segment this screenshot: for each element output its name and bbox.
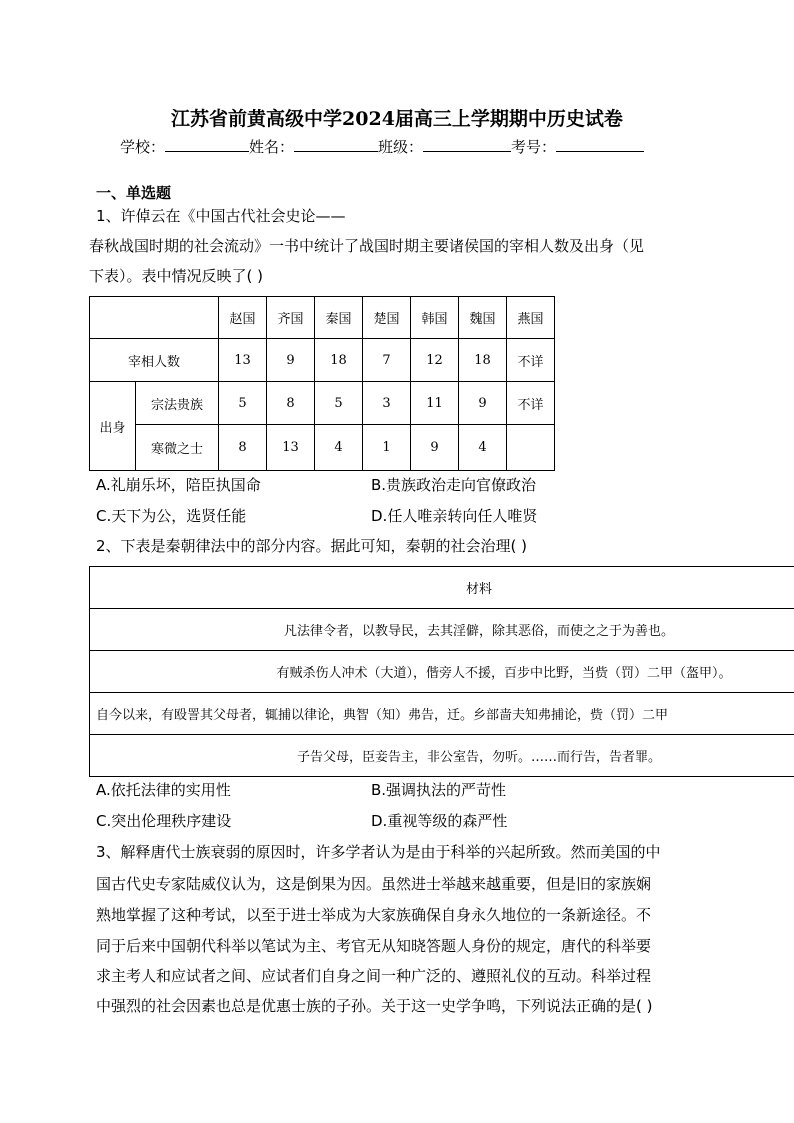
school-blank [165, 137, 249, 152]
law-row-4: 子告父母，臣妾告主，非公室告，勿听。……而行告，告者罪。 [90, 735, 794, 777]
table-header-row [90, 297, 555, 339]
number-blank [556, 137, 644, 152]
table-cell: 18 [315, 339, 363, 382]
table-cell: 9 [267, 339, 315, 382]
table-row [90, 735, 794, 777]
q2-option-d[interactable]: D.重视等级的森严性 [371, 812, 508, 830]
q3-line-5: 求主考人和应试者之间、应试者们自身之间一种广泛的、遵照礼仪的互动。科举过程 [96, 967, 652, 985]
state-han: 韩国 [411, 297, 459, 339]
table-cell: 4 [315, 425, 363, 471]
q3-line-4: 同于后来中国朝代科举以笔试为主、考官无从知晓答题人身份的规定，唐代的科举要 [96, 937, 652, 955]
state-chu: 楚国 [363, 297, 411, 339]
q3-line-3: 熟地掌握了这种考试，以至于进士举成为大家族确保自身永久地位的一条新途径。不 [96, 906, 652, 924]
class-blank [423, 137, 511, 152]
q2-stem: 2、下表是秦朝律法中的部分内容。据此可知，秦朝的社会治理( ) [96, 537, 528, 555]
table-cell: 7 [363, 339, 411, 382]
law-row-2: 有贼杀伤人冲术（大道），偕旁人不援，百步中比野，当赀（罚）二甲（盔甲）。 [90, 651, 794, 693]
table-cell: 13 [267, 425, 315, 471]
table-cell: 不详 [507, 339, 555, 382]
state-wei: 魏国 [459, 297, 507, 339]
table-cell: 1 [363, 425, 411, 471]
q2-option-c[interactable]: C.突出伦理秩序建设 [96, 812, 232, 830]
table-cell: 8 [267, 382, 315, 425]
name-blank [294, 137, 378, 152]
table-cell: 3 [363, 382, 411, 425]
table-cell: 8 [219, 425, 267, 471]
row-label-total: 宰相人数 [90, 339, 219, 382]
school-label: 学校： [120, 138, 166, 156]
table-row [90, 425, 555, 471]
law-row-3: 自今以来，有殴詈其父母者，辄捕以律论，典智（知）弗告，迁。乡部啬夫知弗捕论，赀（罚）二甲 [90, 693, 794, 735]
q3-line-1: 3、解释唐代士族衰弱的原因时，许多学者认为是由于科举的兴起所致。然而美国的中 [96, 843, 661, 861]
table-header-row [90, 567, 794, 609]
q3-line-6: 中强烈的社会因素也总是优惠士族的子孙。关于这一史学争鸣，下列说法正确的是( ) [96, 997, 653, 1015]
row-label-noble: 宗法贵族 [136, 382, 219, 425]
state-zhao: 赵国 [219, 297, 267, 339]
table-row [90, 693, 794, 735]
q2-option-b[interactable]: B.强调执法的严苛性 [371, 781, 507, 799]
name-label: 姓名： [249, 138, 295, 156]
table-cell: 12 [411, 339, 459, 382]
material-header: 材料 [90, 567, 794, 609]
state-qin: 秦国 [315, 297, 363, 339]
student-info-line [120, 136, 644, 157]
qin-law-table [89, 566, 794, 777]
table-corner-cell [90, 297, 219, 339]
row-label-humble: 寒微之士 [136, 425, 219, 471]
law-row-1: 凡法律令者，以教导民，去其淫僻，除其恶俗，而使之之于为善也。 [90, 609, 794, 651]
table-row [90, 382, 555, 425]
table-row [90, 609, 794, 651]
q1-option-b[interactable]: B.贵族政治走向官僚政治 [371, 476, 537, 494]
q1-stem-line1: 1、许倬云在《中国古代社会史论—— [96, 207, 346, 225]
table-cell: 4 [459, 425, 507, 471]
exam-title: 江苏省前黄高级中学2024届高三上学期期中历史试卷 [171, 108, 623, 130]
q1-option-d[interactable]: D.任人唯亲转向任人唯贤 [371, 507, 538, 525]
table-cell: 18 [459, 339, 507, 382]
table-cell: 5 [315, 382, 363, 425]
table-cell [507, 425, 555, 471]
table-cell: 5 [219, 382, 267, 425]
table-cell: 13 [219, 339, 267, 382]
table-row [90, 651, 794, 693]
table-cell: 不详 [507, 382, 555, 425]
state-yan: 燕国 [507, 297, 555, 339]
table-cell: 9 [459, 382, 507, 425]
q1-stem-line2: 春秋战国时期的社会流动》一书中统计了战国时期主要诸侯国的宰相人数及出身（见 [89, 237, 645, 255]
q1-option-c[interactable]: C.天下为公，选贤任能 [96, 507, 247, 525]
table-cell: 9 [411, 425, 459, 471]
origin-label: 出身 [90, 382, 136, 471]
number-label: 考号： [511, 138, 557, 156]
chancellor-table [89, 296, 555, 471]
table-row [90, 339, 555, 382]
section-heading: 一、单选题 [96, 184, 172, 202]
q1-option-a[interactable]: A.礼崩乐坏，陪臣执国命 [96, 476, 261, 494]
state-qi: 齐国 [267, 297, 315, 339]
class-label: 班级： [378, 138, 424, 156]
table-cell: 11 [411, 382, 459, 425]
q2-option-a[interactable]: A.依托法律的实用性 [96, 781, 231, 799]
q3-line-2: 国古代史专家陆威仪认为，这是倒果为因。虽然进士举越来越重要，但是旧的家族娴 [96, 875, 652, 893]
q1-stem-line3: 下表）。表中情况反映了( ) [89, 267, 263, 285]
